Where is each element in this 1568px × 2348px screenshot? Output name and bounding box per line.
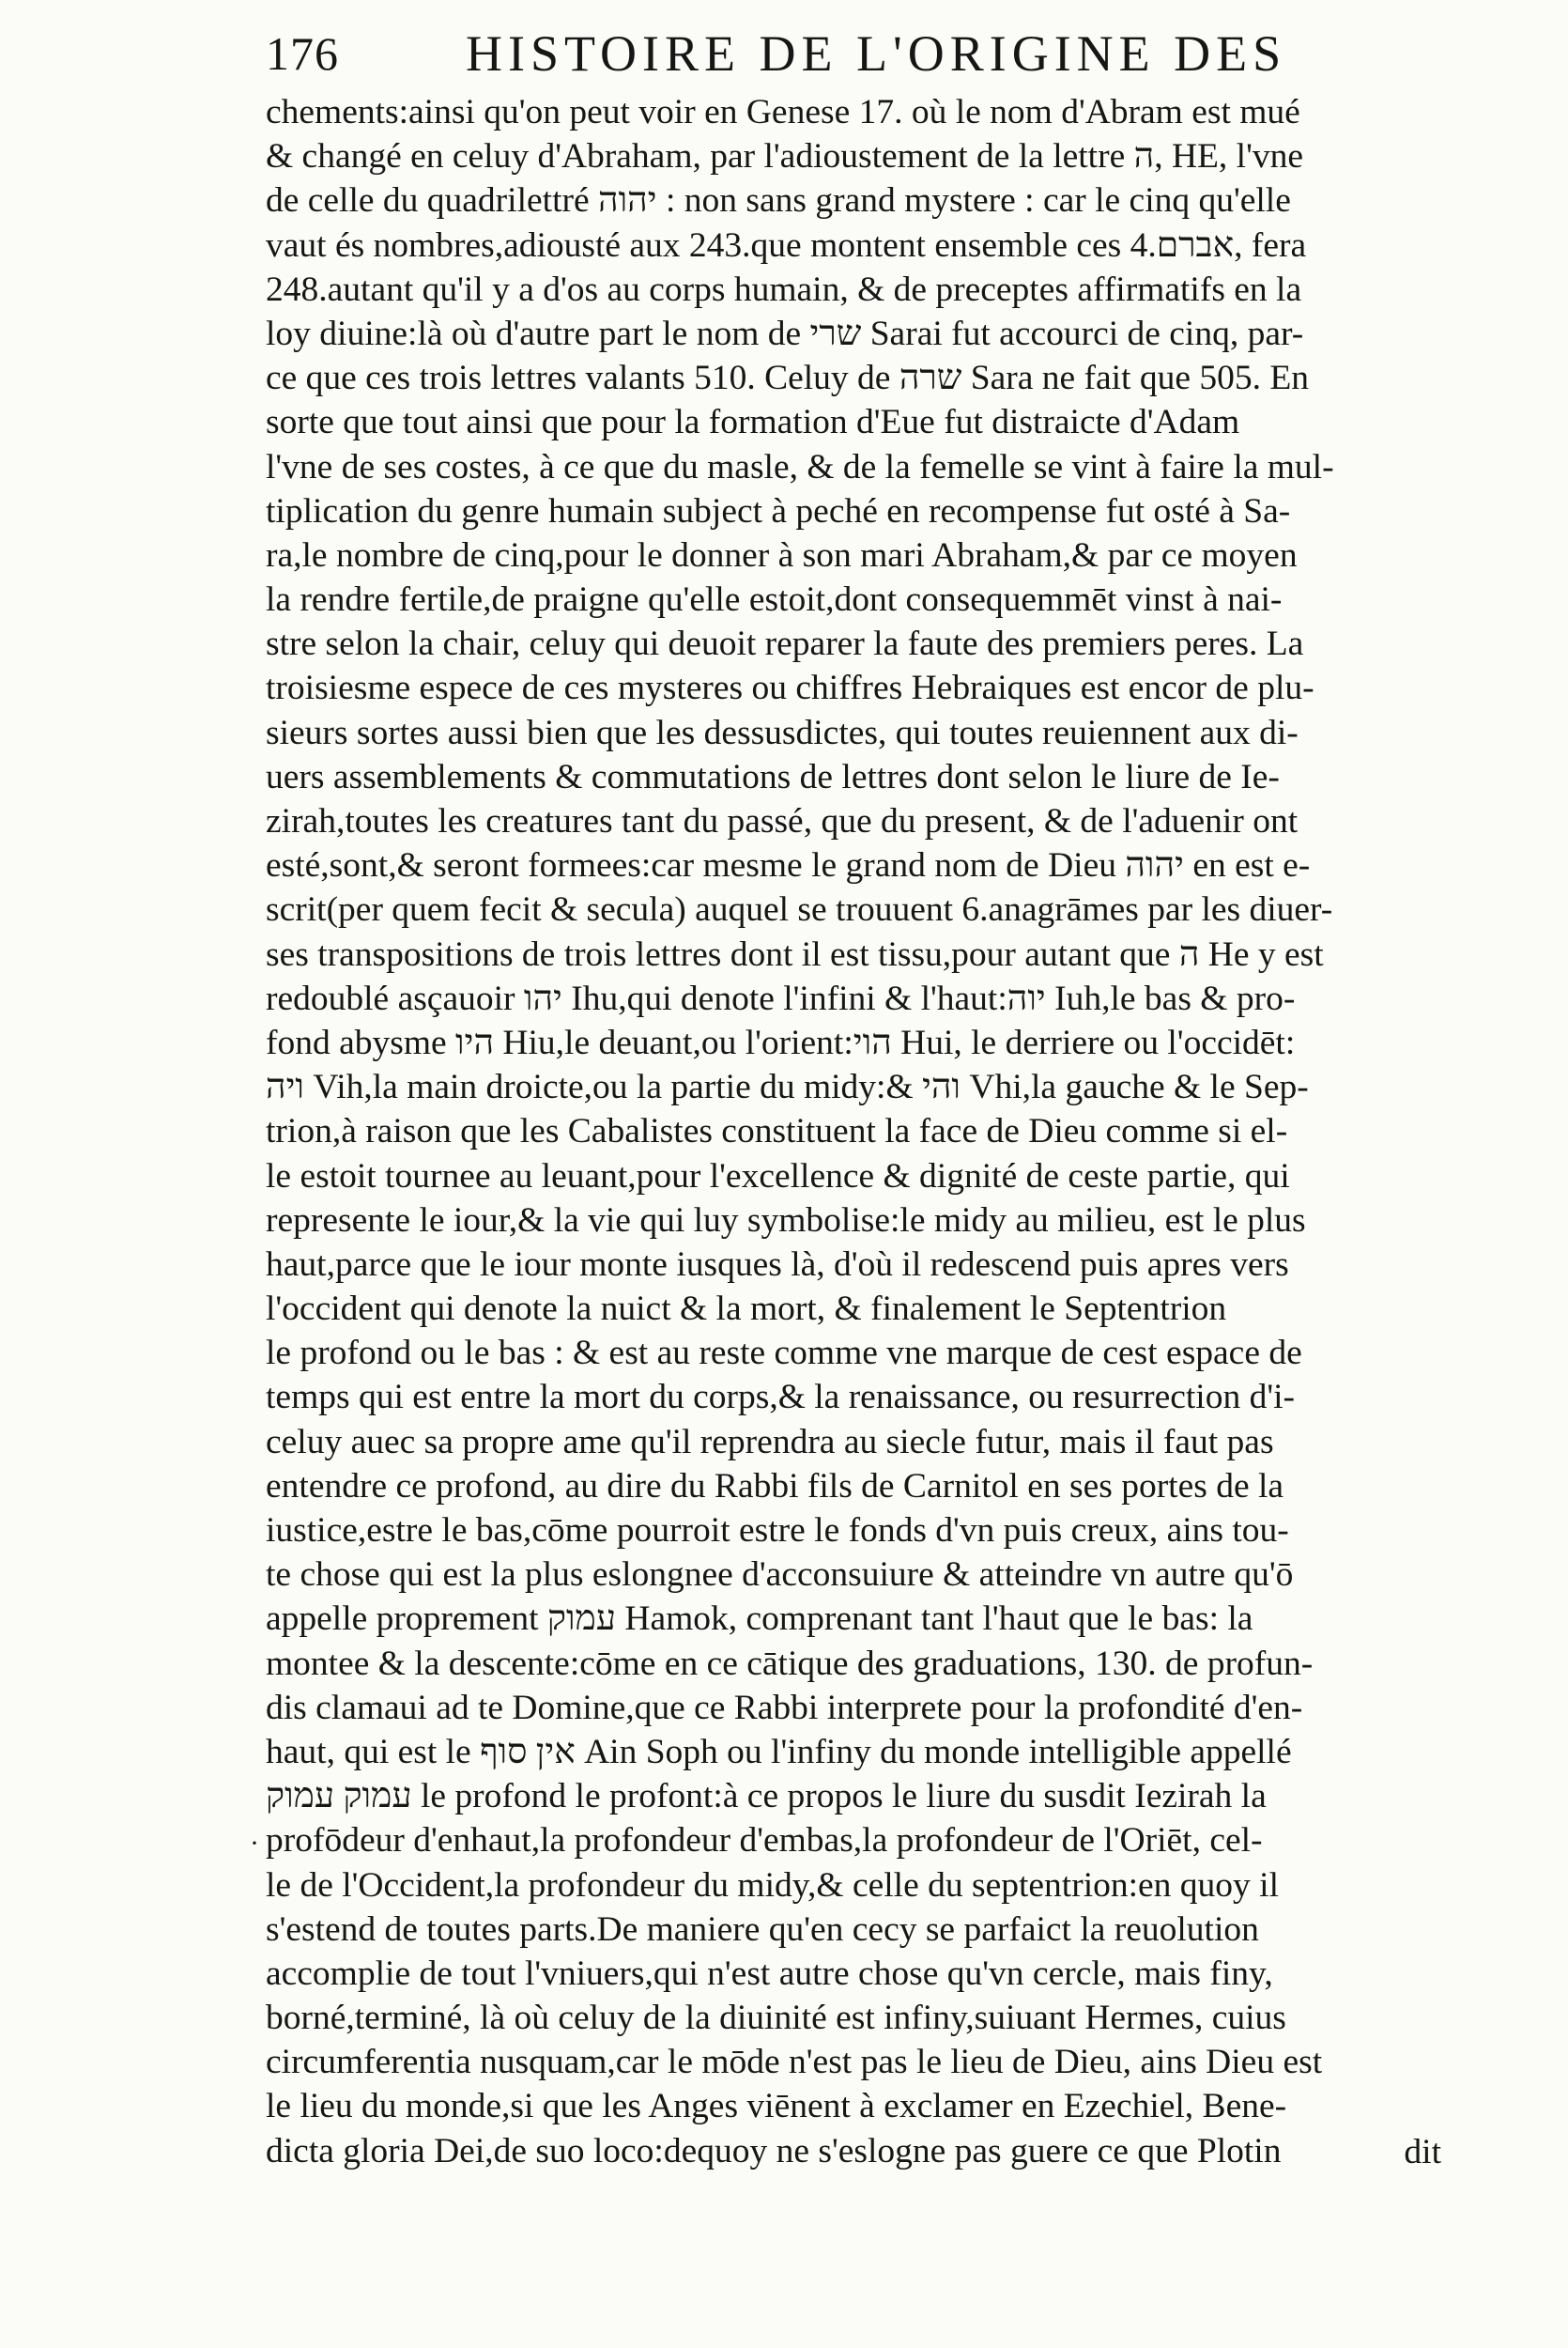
text-line: uers assemblements & commutations de lettres dont selon le liure de Ie-	[266, 757, 1280, 796]
text-line: redoublé asçauoir יהו Ihu,qui denote l'infini & l'haut:יוה Iuh,le bas & pro-	[266, 979, 1296, 1018]
text-line: profōdeur d'enhaut,la profondeur d'embas,la profondeur de l'Oriēt, cel-	[266, 1821, 1263, 1861]
text-line: 248.autant qu'il y a d'os au corps humain, & de preceptes affirmatifs en la	[266, 270, 1302, 309]
running-head	[266, 21, 1477, 86]
text-line: la rendre fertile,de praigne qu'elle estoit,dont consequemmēt vinst à nai-	[266, 580, 1283, 620]
text-line: appelle proprement עמוק Hamok, comprenant tant l'haut que le bas: la	[266, 1599, 1253, 1639]
text-line: te chose qui est la plus eslongnee d'acconsuiure & atteindre vn autre qu'ō	[266, 1555, 1294, 1595]
text-line: עמוק עמוק le profond le profont:à ce propos le liure du susdit Iezirah la	[266, 1777, 1267, 1816]
text-line: dis clamaui ad te Domine,que ce Rabbi interprete pour la profondité d'en-	[266, 1688, 1303, 1727]
text-line: vaut és nombres,adiousté aux 243.que montent ensemble ces 4.אברם, fera	[266, 225, 1307, 265]
text-line: l'vne de ses costes, à ce que du masle, & de la femelle se vint à faire la mul-	[266, 447, 1334, 487]
text-line: celuy auec sa propre ame qu'il reprendra au siecle futur, mais il faut pas	[266, 1422, 1274, 1461]
text-line: haut,parce que le iour monte iusques là, d'où il redescend puis apres vers	[266, 1244, 1289, 1284]
text-line: sieurs sortes aussi bien que les dessusdictes, qui toutes reuiennent aux di-	[266, 713, 1299, 752]
text-line: montee & la descente:cōme en ce cātique des graduations, 130. de profun-	[266, 1644, 1314, 1683]
text-line: le de l'Occident,la profondeur du midy,& celle du septentrion:en quoy il	[266, 1865, 1280, 1905]
text-line: & changé en celuy d'Abraham, par l'adioustement de la lettre ה, HE, l'vne	[266, 137, 1303, 177]
text-line: represente le iour,& la vie qui luy symbolise:le midy au milieu, est le plus	[266, 1200, 1306, 1240]
catchword: dit	[1404, 2133, 1441, 2171]
text-line: borné,terminé, là où celuy de la diuinité est infiny,suiuant Hermes, cuius	[266, 1999, 1286, 2038]
text-line: ses transpositions de trois lettres dont il est tissu,pour autant que ה He y est	[266, 935, 1324, 974]
text-line: esté,sont,& seront formees:car mesme le grand nom de Dieu יהוה en est e-	[266, 846, 1311, 886]
text-line: stre selon la chair, celuy qui deuoit reparer la faute des premiers peres. La	[266, 625, 1304, 664]
text-line: tiplication du genre humain subject à peché en recompense fut osté à Sa-	[266, 491, 1291, 531]
text-line: haut, qui est le אין סוף Ain Soph ou l'infiny du monde intelligible appellé	[266, 1732, 1292, 1771]
text-line: le profond ou le bas : & est au reste comme vne marque de cest espace de	[266, 1334, 1302, 1373]
page-number: 176	[266, 27, 339, 80]
margin-mark: ·	[250, 1828, 259, 1859]
text-line: sorte que tout ainsi que pour la formation d'Eue fut distraicte d'Adam	[266, 403, 1240, 442]
text-line: s'estend de toutes parts.De maniere qu'en cecy se parfaict la reuolution	[266, 1909, 1259, 1949]
text-line: circumferentia nusquam,car le mōde n'est pas le lieu de Dieu, ains Dieu est	[266, 2043, 1323, 2082]
running-title: HISTOIRE DE L'ORIGINE DES	[466, 25, 1287, 82]
body-text	[266, 90, 1479, 2173]
text-line: ויה Vih,la main droicte,ou la partie du midy:& והי Vhi,la gauche & le Sep-	[266, 1068, 1309, 1107]
text-line: entendre ce profond, au dire du Rabbi fils de Carnitol en ses portes de la	[266, 1466, 1284, 1506]
text-line: loy diuine:là où d'autre part le nom de שרי Sarai fut accourci de cinq, par-	[266, 314, 1304, 353]
text-line: chements:ainsi qu'on peut voir en Genese 17. où le nom d'Abram est mué	[266, 93, 1300, 131]
text-line: fond abysme היו Hiu,le deuant,ou l'orient:הוי Hui, le derriere ou l'occidēt:	[266, 1023, 1296, 1062]
text-line: ra,le nombre de cinq,pour le donner à son mari Abraham,& par ce moyen	[266, 535, 1298, 575]
text-line: iustice,estre le bas,cōme pourroit estre le fonds d'vn puis creux, ains tou-	[266, 1511, 1289, 1550]
text-line: l'occident qui denote la nuict & la mort, & finalement le Septentrion	[266, 1290, 1227, 1329]
text-line: trion,à raison que les Cabalistes constituent la face de Dieu comme si el-	[266, 1112, 1288, 1151]
text-line: dicta gloria Dei,de suo loco:dequoy ne s'eslogne pas guere ce que Plotin	[266, 2131, 1282, 2170]
text-line: accomplie de tout l'vniuers,qui n'est autre chose qu'vn cercle, mais finy,	[266, 1954, 1273, 1993]
text-line: le estoit tournee au leuant,pour l'excellence & dignité de ceste partie, qui	[266, 1156, 1290, 1196]
text-line: scrit(per quem fecit & secula) auquel se trouuent 6.anagrāmes par les diuer-	[266, 890, 1333, 930]
text-line: temps qui est entre la mort du corps,& la renaissance, ou resurrection d'i-	[266, 1378, 1295, 1417]
text-line: troisiesme espece de ces mysteres ou chiffres Hebraiques est encor de plu-	[266, 669, 1314, 708]
text-line: le lieu du monde,si que les Anges viēnent à exclamer en Ezechiel, Bene-	[266, 2087, 1287, 2126]
text-line: zirah,toutes les creatures tant du passé, que du present, & de l'aduenir ont	[266, 802, 1299, 841]
text-line: ce que ces trois lettres valants 510. Celuy de שרה Sara ne fait que 505. En	[266, 359, 1310, 398]
text-line: de celle du quadrilettré יהוה : non sans grand mystere : car le cinq qu'elle	[266, 181, 1291, 221]
